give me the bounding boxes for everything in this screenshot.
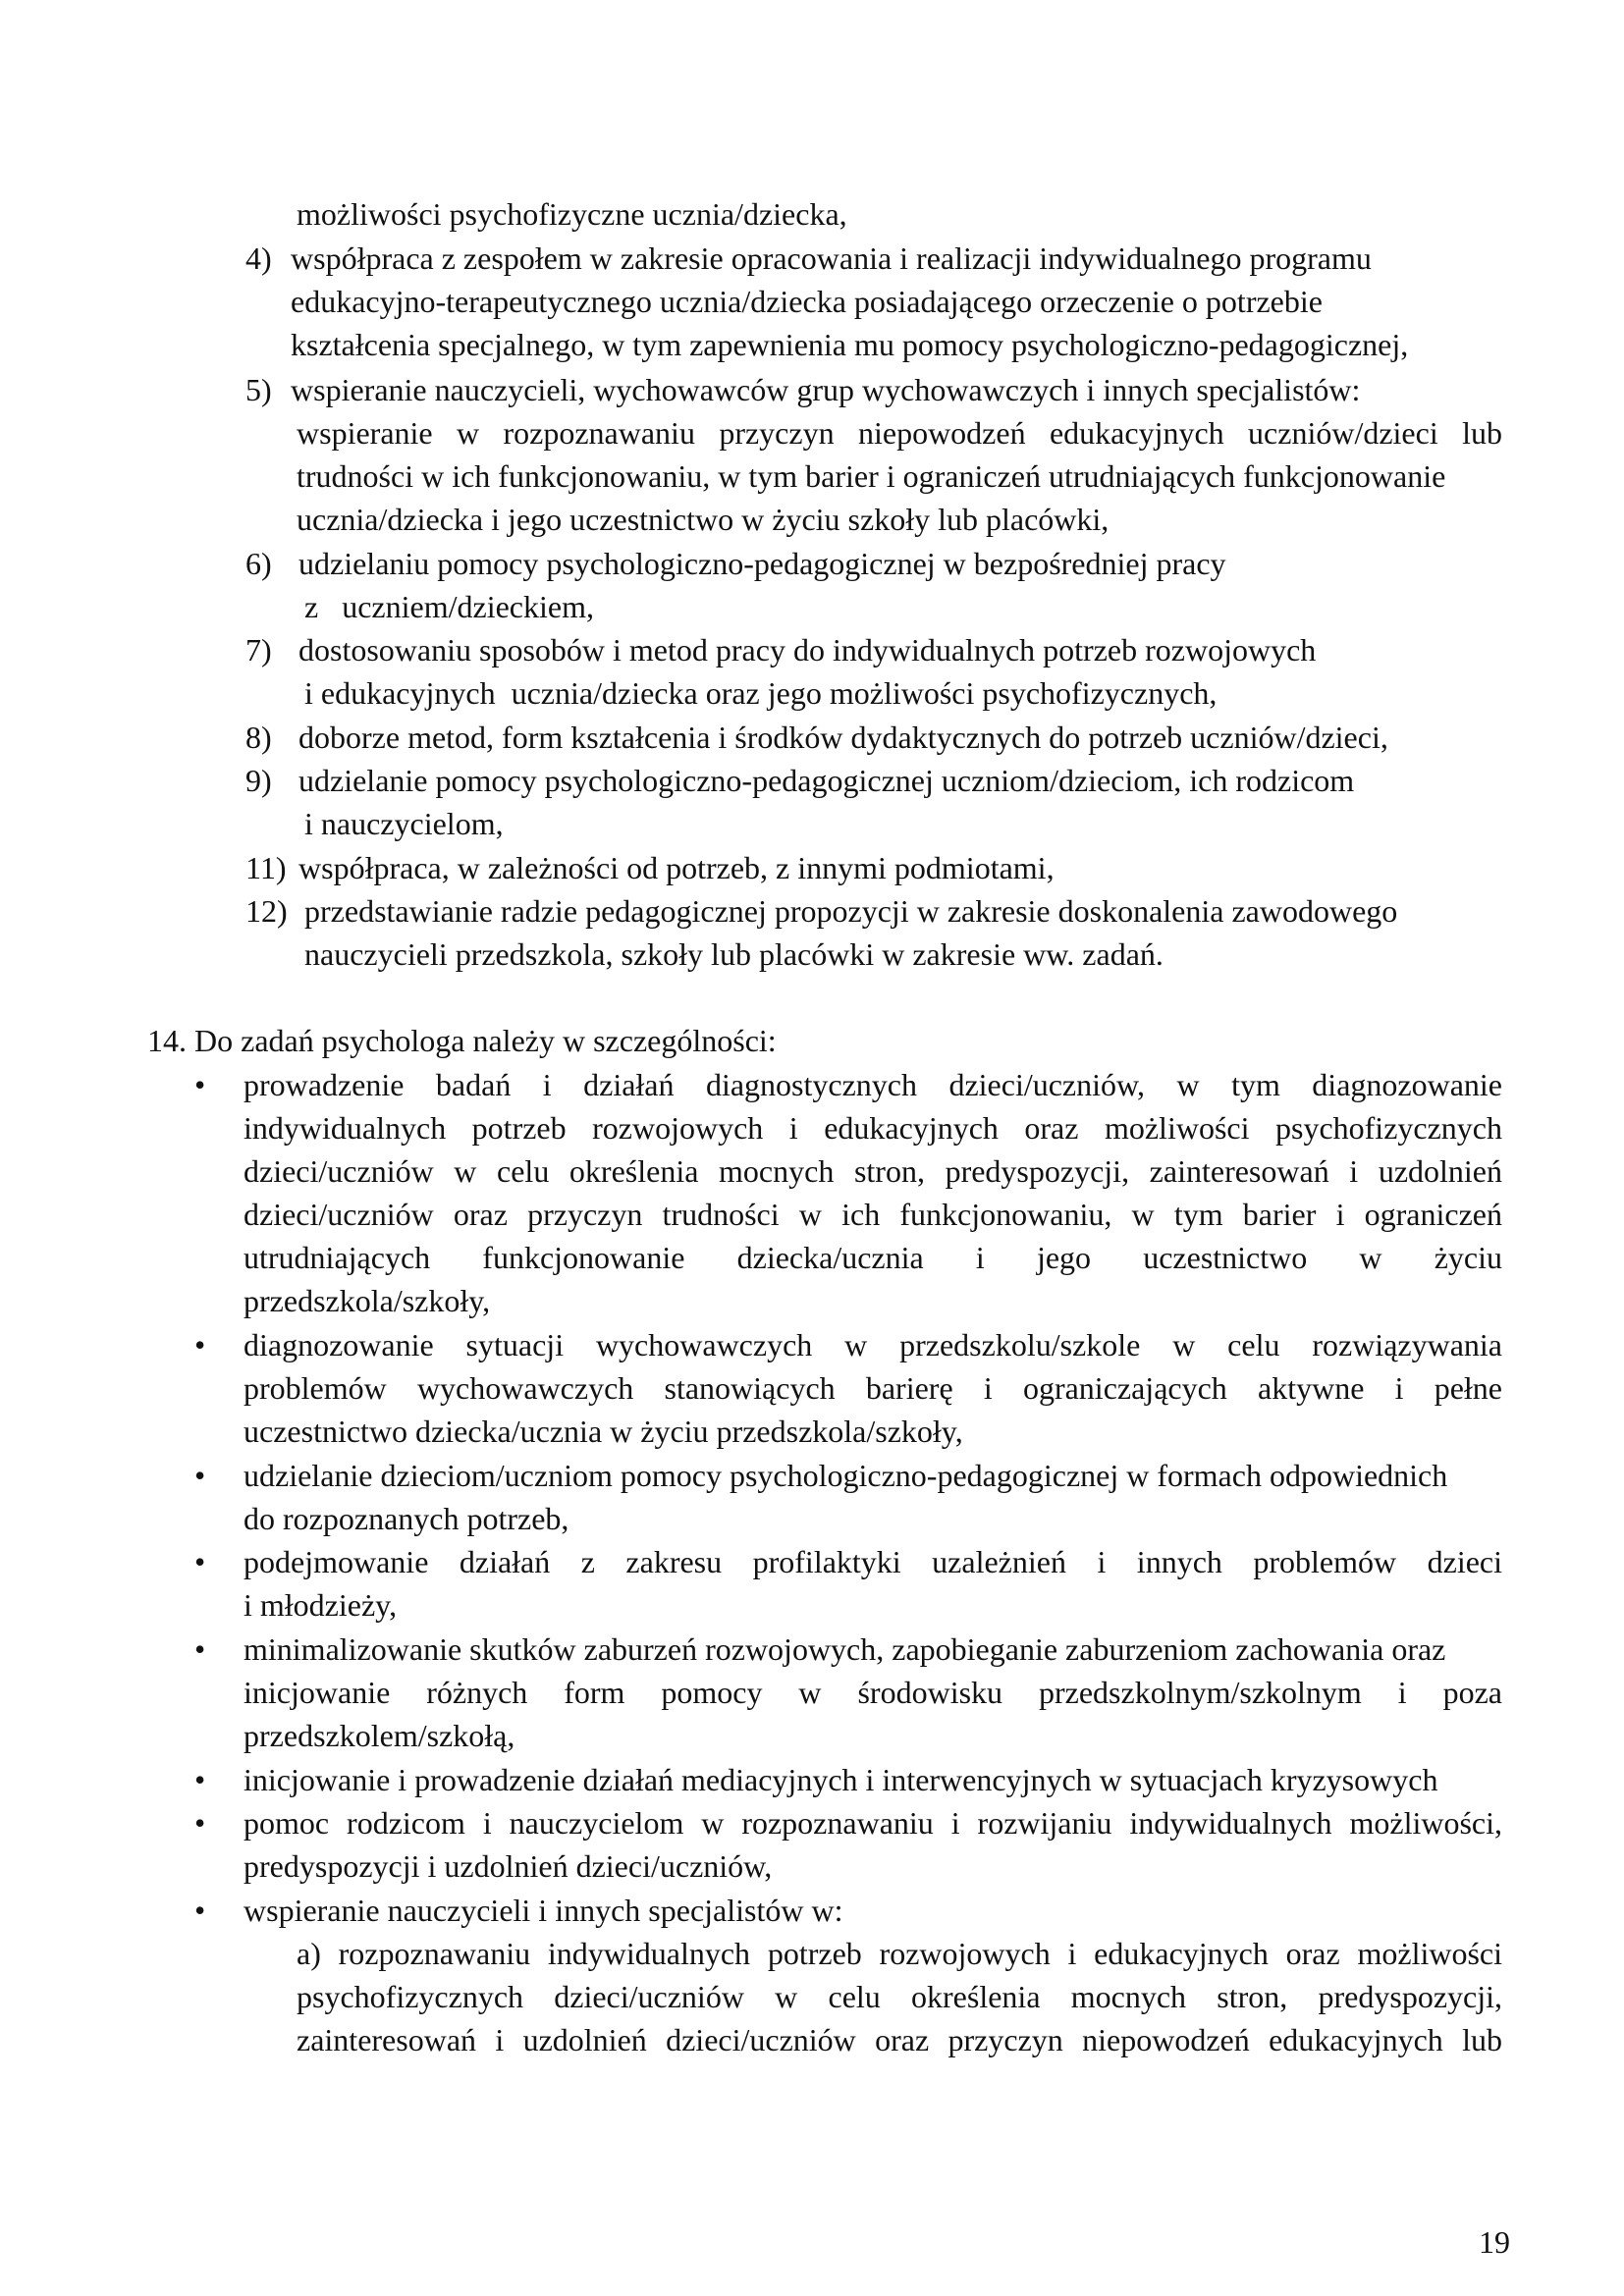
bullet-text: podejmowanie działań z zakresu profilaktyki uzależnień i innych problemów dzieci [244,1544,1502,1579]
list-item-text: i nauczycielom, [304,806,504,841]
bullet-text: inicjowanie i prowadzenie działań mediacyjnych i interwencyjnych w sytuacjach kryzysowych [244,1762,1438,1797]
list-continuation: możliwości psychofizyczne ucznia/dziecka, [297,196,847,232]
bullet-text: inicjowanie różnych form pomocy w środowisku przedszkolnym/szkolnym i poza [244,1675,1502,1710]
bullet-dot: • [194,1544,206,1579]
list-item-number: 5) [245,372,272,407]
bullet-dot: • [194,1805,206,1841]
list-item-text: przedstawianie radzie pedagogicznej propozycji w zakresie doskonalenia zawodowego [304,893,1398,929]
bullet-dot: • [194,1762,206,1797]
section-heading: 14. Do zadań psychologa należy w szczególności: [147,1023,777,1058]
bullet-text: do rozpoznanych potrzeb, [244,1501,569,1536]
bullet-dot: • [194,1067,206,1102]
bullet-text: predyspozycji i uzdolnień dzieci/uczniów, [244,1848,773,1884]
list-item-text: dostosowaniu sposobów i metod pracy do indywidualnych potrzeb rozwojowych [298,632,1317,667]
bullet-text: wspieranie nauczycieli i innych specjalistów w: [244,1893,843,1928]
subitem-text: psychofizycznych dzieci/uczniów w celu określenia mocnych stron, predyspozycji, [297,1979,1502,2014]
list-item-text: edukacyjno-terapeutycznego ucznia/dziecka posiadającego orzeczenie o potrzebie [291,284,1323,319]
list-item-text: kształcenia specjalnego, w tym zapewnienia mu pomocy psychologiczno-pedagogicznej, [291,327,1409,362]
bullet-dot: • [194,1458,206,1493]
bullet-text: problemów wychowawczych stanowiących barierę i ograniczających aktywne i pełne [244,1370,1502,1406]
bullet-dot: • [194,1631,206,1667]
bullet-text: minimalizowanie skutków zaburzeń rozwojowych, zapobieganie zaburzeniom zachowania oraz [244,1631,1446,1667]
list-item-number: 9) [245,763,272,798]
bullet-text: przedszkolem/szkołą, [244,1718,515,1753]
list-item-text: udzielaniu pomocy psychologiczno-pedagogicznej w bezpośredniej pracy [298,546,1226,581]
list-item-text: współpraca z zespołem w zakresie opracowania i realizacji indywidualnego programu [291,240,1372,276]
list-item-number: 11) [245,850,287,885]
bullet-text: diagnozowanie sytuacji wychowawczych w przedszkolu/szkole w celu rozwiązywania [244,1327,1502,1362]
list-item-text: nauczycieli przedszkola, szkoły lub placówki w zakresie ww. zadań. [304,936,1164,972]
bullet-text: uczestnictwo dziecka/ucznia w życiu przedszkola/szkoły, [244,1414,963,1449]
subitem-text: zainteresowań i uzdolnień dzieci/uczniów oraz przyczyn niepowodzeń edukacyjnych lub [297,2022,1502,2057]
list-item-number: 8) [245,720,272,755]
bullet-text: przedszkola/szkoły, [244,1283,491,1318]
bullet-text: dzieci/uczniów oraz przyczyn trudności w ich funkcjonowaniu, w tym barier i ograniczeń [244,1197,1502,1232]
list-item-number: 6) [245,546,272,581]
subitem-text: a) rozpoznawaniu indywidualnych potrzeb rozwojowych i edukacyjnych oraz możliwości [297,1936,1502,1971]
bullet-text: dzieci/uczniów w celu określenia mocnych stron, predyspozycji, zainteresowań i uzdolnień [244,1153,1502,1189]
list-item-text: z uczniem/dzieckiem, [304,589,594,624]
list-item-text: wspieranie w rozpoznawaniu przyczyn niepowodzeń edukacyjnych uczniów/dzieci lub [297,415,1502,451]
bullet-dot: • [194,1327,206,1362]
list-item-text: trudności w ich funkcjonowaniu, w tym barier i ograniczeń utrudniających funkcjonowanie [297,458,1446,494]
list-item-text: i edukacyjnych ucznia/dziecka oraz jego możliwości psychofizycznych, [304,675,1218,711]
bullet-text: prowadzenie badań i działań diagnostycznych dzieci/uczniów, w tym diagnozowanie [244,1067,1502,1102]
bullet-text: indywidualnych potrzeb rozwojowych i edukacyjnych oraz możliwości psychofizycznych [244,1110,1502,1146]
bullet-text: i młodzieży, [244,1587,398,1623]
bullet-dot: • [194,1893,206,1928]
list-item-text: doborze metod, form kształcenia i środków dydaktycznych do potrzeb uczniów/dzieci, [298,720,1388,755]
list-item-number: 7) [245,632,272,667]
list-item-text: wspieranie nauczycieli, wychowawców grup wychowawczych i innych specjalistów: [291,372,1361,407]
bullet-text: udzielanie dzieciom/uczniom pomocy psychologiczno-pedagogicznej w formach odpowiednich [244,1458,1448,1493]
page-number: 19 [1479,2224,1510,2260]
list-item-number: 4) [245,240,272,276]
list-item-text: ucznia/dziecka i jego uczestnictwo w życiu szkoły lub placówki, [297,502,1110,537]
bullet-text: utrudniających funkcjonowanie dziecka/ucznia i jego uczestnictwo w życiu [244,1240,1502,1275]
list-item-text: udzielanie pomocy psychologiczno-pedagogicznej uczniom/dzieciom, ich rodzicom [298,763,1355,798]
bullet-text: pomoc rodzicom i nauczycielom w rozpoznawaniu i rozwijaniu indywidualnych możliwości, [244,1805,1502,1841]
list-item-text: współpraca, w zależności od potrzeb, z innymi podmiotami, [298,850,1055,885]
list-item-number: 12) [245,893,288,929]
